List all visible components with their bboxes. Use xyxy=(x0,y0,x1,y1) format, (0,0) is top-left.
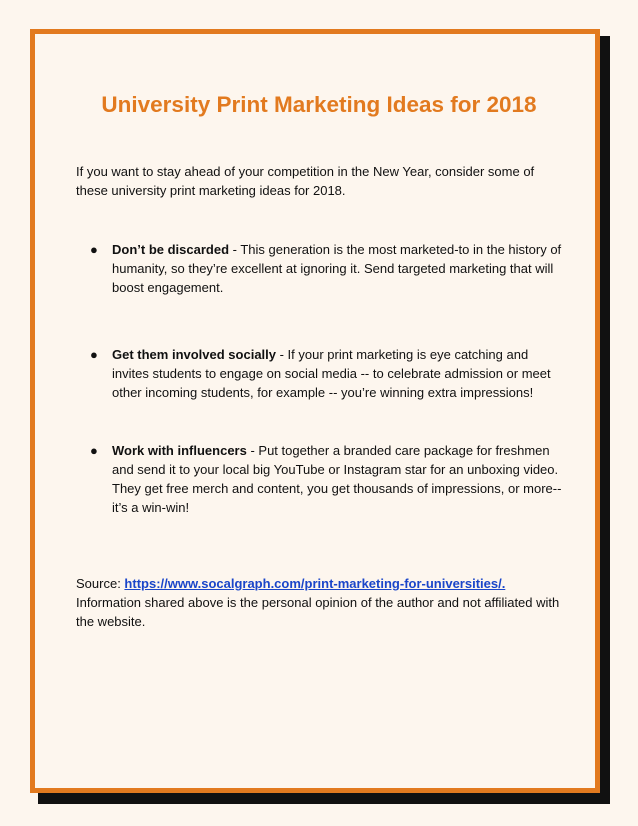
bullet-icon: ● xyxy=(90,242,98,257)
source-label: Source: xyxy=(76,576,125,591)
intro-paragraph: If you want to stay ahead of your competition in the New Year, consider some of these university print marketing ideas for 2018. xyxy=(76,164,535,198)
source-paragraph xyxy=(76,574,566,631)
source-link[interactable]: https://www.socalgraph.com/print-marketing-for-universities/. xyxy=(124,576,506,591)
bullet-text: - Put together a branded care package for freshmen and send it to your local big YouTube or Instagram star for an unboxing video. They get free merch and content, you get thousands of impressions, or more-- it’s a win-win! xyxy=(112,443,562,515)
bullet-heading: Get them involved socially xyxy=(112,347,276,362)
list-item xyxy=(90,441,564,517)
bullet-heading: Don’t be discarded xyxy=(112,242,230,257)
bullet-text: - This generation is the most marketed-to in the history of humanity, so they’re excellent at ignoring it. Send targeted marketing that will boost engagement. xyxy=(112,242,562,295)
page-title: University Print Marketing Ideas for 2018 xyxy=(101,92,537,117)
page-frame xyxy=(30,29,600,793)
source-note: Information shared above is the personal opinion of the author and not affiliated with the website. xyxy=(76,595,560,629)
bullet-icon: ● xyxy=(90,347,98,362)
bullet-text: - If your print marketing is eye catching and invites students to engage on social media -- to celebrate admission or meet other incoming students, for example -- you’re winning extra impressions! xyxy=(112,347,551,400)
list-item xyxy=(90,240,564,297)
list-item xyxy=(90,345,564,402)
bullet-heading: Work with influencers xyxy=(112,443,247,458)
bullet-icon: ● xyxy=(90,443,98,458)
